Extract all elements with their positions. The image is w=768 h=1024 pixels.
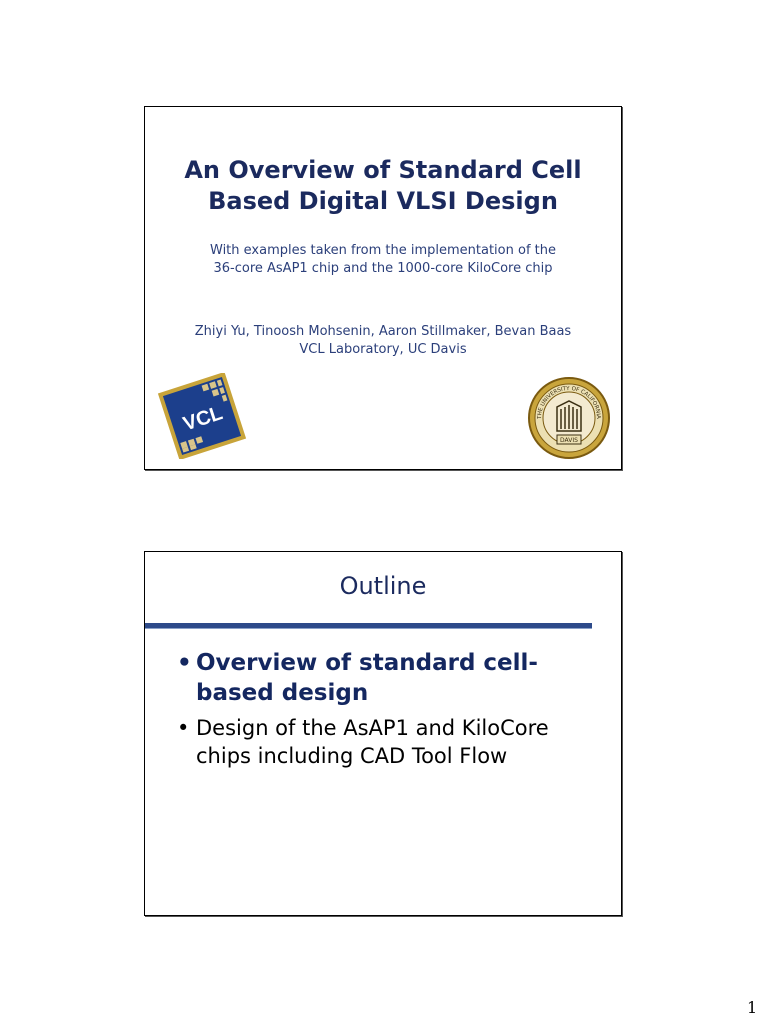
seal-bottom-text: DAVIS <box>560 437 578 444</box>
outline-bullet-2 <box>177 714 597 770</box>
outline-title: Outline <box>339 572 427 600</box>
title-slide <box>144 106 622 470</box>
affiliation-line: VCL Laboratory, UC Davis <box>299 342 467 357</box>
uc-davis-seal-icon <box>527 375 611 461</box>
title-divider <box>145 623 592 629</box>
subtitle-line-1: With examples taken from the implementation of the <box>210 243 556 258</box>
bullet-1-line-1: Overview of standard cell- <box>196 650 538 676</box>
outline-slide <box>144 551 622 916</box>
page-number: 1 <box>747 998 758 1017</box>
authors <box>145 323 621 359</box>
outline-bullet-1 <box>177 648 597 708</box>
subtitle-line-2: 36-core AsAP1 chip and the 1000-core KiloCore chip <box>213 261 553 276</box>
authors-line-1: Zhiyi Yu, Tinoosh Mohsenin, Aaron Stillmaker, Bevan Baas <box>194 324 572 339</box>
slide-title <box>145 155 621 217</box>
vcl-logo-text: VCL <box>180 402 226 436</box>
title-line-2: Based Digital VLSI Design <box>208 187 558 215</box>
bullet-2-line-1: Design of the AsAP1 and KiloCore <box>196 716 549 740</box>
seal-ring-text: THE UNIVERSITY OF CALIFORNIA <box>536 385 602 420</box>
bullet-dot-icon: • <box>177 650 192 676</box>
title-line-1: An Overview of Standard Cell <box>184 156 582 184</box>
vcl-logo-icon <box>157 373 247 459</box>
outline-bullet-list <box>177 648 597 770</box>
bullet-dot-icon: • <box>177 716 190 740</box>
bullet-2-line-2: chips including CAD Tool Flow <box>196 744 508 768</box>
bullet-1-line-2: based design <box>196 680 369 706</box>
slide-subtitle <box>145 242 621 278</box>
